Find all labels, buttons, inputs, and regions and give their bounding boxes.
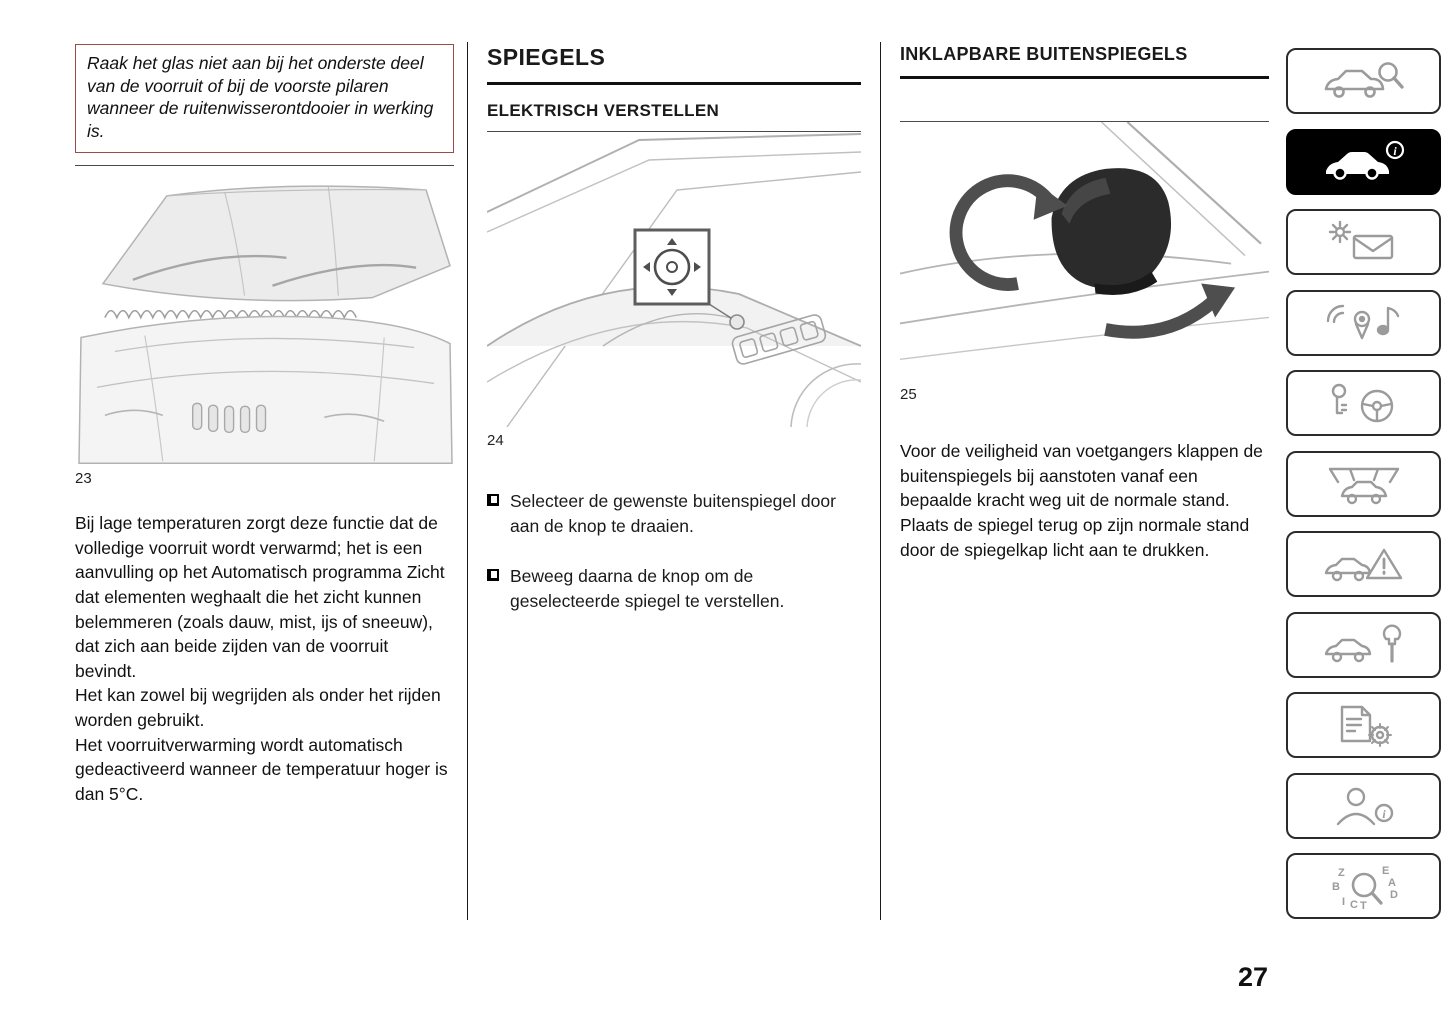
list-item: [487, 564, 861, 613]
customer-info-icon: [1314, 782, 1414, 830]
paragraph: Het kan zowel bij wegrijden als onder het rijden worden gebruikt.: [75, 685, 441, 730]
section-title-inklapbare: INKLAPBARE BUITENSPIEGELS: [900, 44, 1188, 64]
right-column: [900, 44, 1269, 562]
maintenance-icon: [1314, 621, 1414, 669]
alphabetical-index-icon: [1314, 862, 1414, 910]
technical-data-icon: [1314, 701, 1414, 749]
title-rule: [900, 76, 1269, 79]
windscreen-heating-illustration: [75, 166, 454, 465]
svg-text:Z: Z: [1337, 867, 1345, 879]
tab-instrument-panel[interactable]: [1286, 209, 1441, 275]
tab-customer-information[interactable]: [1286, 773, 1441, 839]
warning-lights-mail-icon: [1314, 218, 1414, 266]
svg-text:A: A: [1387, 877, 1396, 889]
page-number: 27: [1238, 962, 1269, 992]
figure-24-caption: 24: [487, 432, 504, 449]
car-info-icon: [1314, 138, 1414, 186]
svg-text:D: D: [1389, 889, 1398, 901]
tab-safety[interactable]: [1286, 451, 1441, 517]
figure-24: [487, 131, 861, 449]
tab-alphabetical-index[interactable]: [1286, 853, 1441, 919]
middle-column: [487, 44, 861, 639]
figure-23-caption: 23: [75, 470, 92, 488]
starting-driving-icon: [1314, 379, 1414, 427]
list-item: [487, 489, 861, 538]
column-divider: [880, 42, 881, 920]
section-tab-sidebar: [1286, 48, 1441, 919]
warning-text: Raak het glas niet aan bij het onderste deel van de voorruit of bij de voorste pilaren wanneer de ruitenwisserontdooier in werking is.: [87, 53, 434, 141]
tab-multimedia[interactable]: [1286, 290, 1441, 356]
svg-text:T: T: [1359, 900, 1367, 910]
svg-text:E: E: [1381, 865, 1389, 877]
paragraph: Het voorruitverwarming wordt automatisch gedeactiveerd wanneer de temperatuur hoger is dan 5°C.: [75, 734, 448, 804]
multimedia-navigation-icon: [1314, 299, 1414, 347]
tab-starting-driving[interactable]: [1286, 370, 1441, 436]
tab-illustrated-index[interactable]: [1286, 48, 1441, 114]
tab-technical-data[interactable]: [1286, 692, 1441, 758]
square-bullet-icon: [487, 494, 499, 506]
instruction-list: [487, 489, 861, 613]
square-bullet-icon: [487, 569, 499, 581]
title-rule: [487, 82, 861, 85]
safety-icon: [1314, 460, 1414, 508]
svg-text:I: I: [1341, 896, 1345, 908]
figure-23: [75, 165, 454, 487]
svg-text:i: i: [1392, 143, 1397, 158]
tab-getting-to-know-vehicle[interactable]: [1286, 129, 1441, 195]
tab-emergency[interactable]: [1286, 531, 1441, 597]
list-item-text: Beweeg daarna de knop om de geselecteerde spiegel te verstellen.: [510, 566, 785, 611]
tab-maintenance[interactable]: [1286, 612, 1441, 678]
figure-25-caption: 25: [900, 386, 917, 404]
left-column: [75, 44, 454, 806]
svg-text:C: C: [1349, 899, 1358, 910]
section-title-spiegels: SPIEGELS: [487, 44, 606, 70]
column-divider: [467, 42, 468, 920]
mirror-control-knob-illustration: [487, 132, 861, 427]
car-search-icon: [1314, 57, 1414, 105]
svg-text:B: B: [1331, 881, 1340, 893]
right-body-text: [900, 439, 1269, 562]
folding-mirror-illustration: [900, 122, 1269, 381]
svg-text:i: i: [1381, 806, 1386, 821]
left-body-text: [75, 511, 454, 806]
subsection-title: ELEKTRISCH VERSTELLEN: [487, 101, 720, 120]
figure-25: [900, 121, 1269, 403]
warning-box: [75, 44, 454, 153]
paragraph: Voor de veiligheid van voetgangers klappen de buitenspiegels bij aanstoten vanaf een bepaalde kracht weg uit de normale stand. Plaats de spiegel terug op zijn normale stand door de spiegelkap licht aan te drukken.: [900, 441, 1263, 560]
emergency-icon: [1314, 540, 1414, 588]
paragraph: Bij lage temperaturen zorgt deze functie dat de volledige voorruit wordt verwarmd; het is een aanvulling op het Automatisch programma Zicht dat elementen weghaalt die het zicht kunnen belemmeren (zoals dauw, mist, ijs of sneeuw), dat zich aan beide zijden van de voorruit bevindt.: [75, 513, 445, 681]
list-item-text: Selecteer de gewenste buitenspiegel door aan de knop te draaien.: [510, 491, 836, 536]
